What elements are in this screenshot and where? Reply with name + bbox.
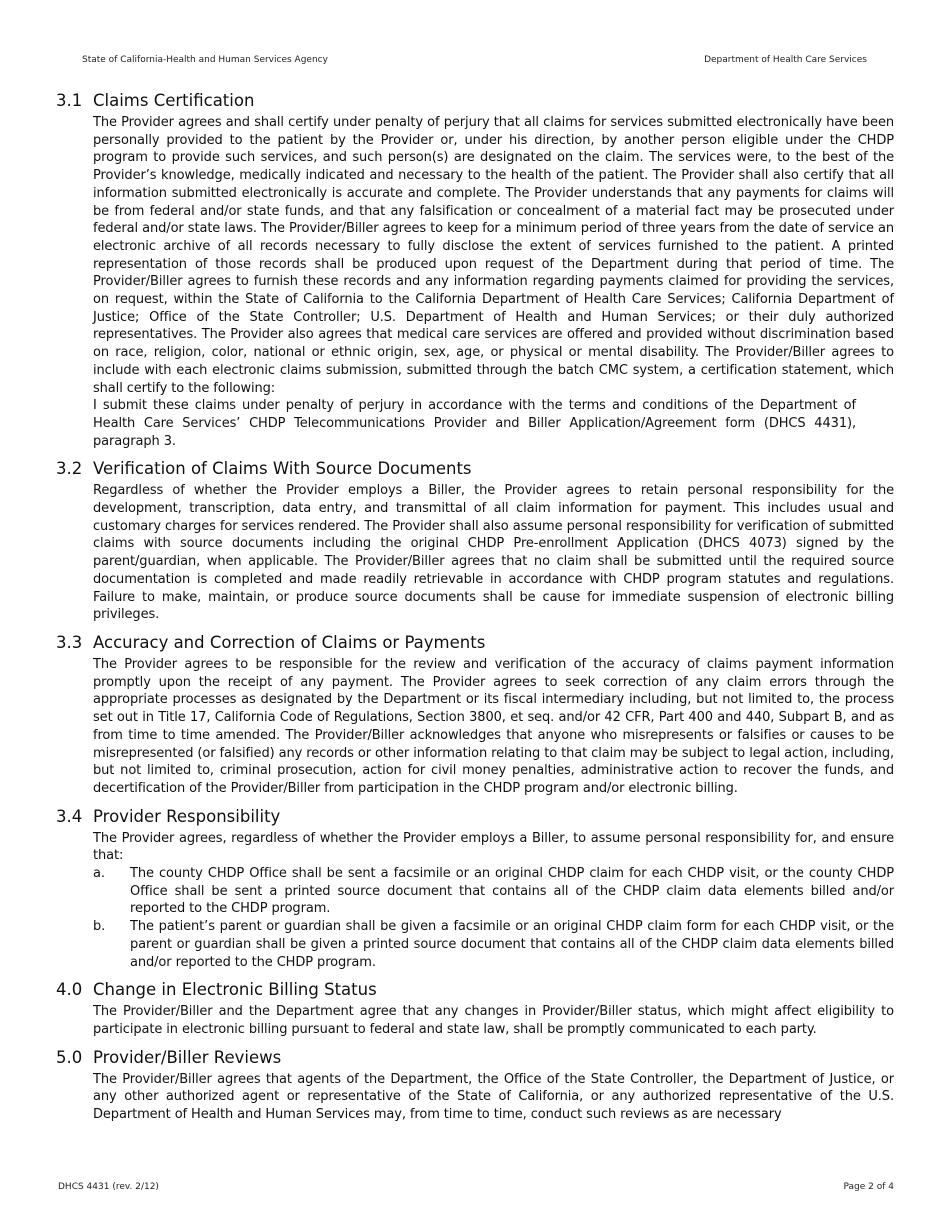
section-text: The Provider agrees, regardless of whether the Provider employs a Biller, to assume personal responsibility for, and ensure that:: [93, 830, 894, 864]
section-text: The Provider/Biller and the Department agree that any changes in Provider/Biller status, which might affect eligibility to participate in electronic billing pursuant to federal and state law, shall be promptly communicated to each party.: [93, 1004, 894, 1037]
section-number: 4.0: [56, 980, 83, 1000]
list-marker: a.: [93, 866, 105, 882]
header-agency: State of California-Health and Human Services Agency: [82, 55, 328, 65]
section-3-1: [56, 88, 894, 450]
section-title: Change in Electronic Billing Status: [93, 980, 377, 1000]
section-3-4: [56, 804, 894, 972]
section-title: Provider Responsibility: [93, 806, 281, 826]
section-number: 3.2: [56, 459, 83, 479]
section-heading: [56, 977, 894, 1003]
list-item-text: The county CHDP Office shall be sent a facsimile or an original CHDP claim for each CHDP visit, or the county CHDP Office shall be sent a printed source document that contains all of the CHDP claim data elements billed and/or reported to the CHDP program.: [130, 866, 894, 917]
section-text: The Provider agrees to be responsible for the review and verification of the accuracy of claims payment information promptly upon the receipt of any payment. The Provider agrees to seek correction of any claim errors through the appropriate processes as designated by the Department or its fiscal intermediary including, but not limited to, the process set out in Title 17, California Code of Regulations, Section 3800, et seq. and/or 42 CFR, Part 400 and 440, Subpart B, and as from time to time amended. The Provider/Biller acknowledges that anyone who misrepresents or falsifies or causes to be misrepresented (or falsified) any records or other information relating to that claim may be subject to legal action, including, but not limited to, criminal prosecution, action for civil money penalties, administrative action to recover the funds, and decertification of the Provider/Biller from participation in the CHDP program and/or electronic billing.: [93, 656, 894, 796]
form-number: DHCS 4431 (rev. 2/12): [58, 1182, 159, 1192]
section-4-0: [56, 977, 894, 1038]
section-number: 3.1: [56, 91, 83, 110]
list-item: [93, 865, 894, 918]
section-number: 5.0: [56, 1047, 83, 1067]
section-heading: [56, 456, 894, 482]
section-text: The Provider agrees and shall certify under penalty of perjury that all claims for services submitted electronically have been personally provided to the patient by the Provider or, under his direction, by another person eligible under the CHDP program to provide such services, and such person(s) are designated on the claim. The services were, to the best of the Provider’s knowledge, medically indicated and necessary to the health of the patient. The Provider shall also certify that all information submitted electronically is accurate and complete. The Provider understands that any payments for claims will be from federal and/or state funds, and that any falsification or concealment of a material fact may be prosecuted under federal and/or state laws. The Provider/Biller agrees to keep for a minimum period of three years from the date of service an electronic archive of all records necessary to fully disclose the extent of services furnished to the patient. A printed representation of those records shall be produced upon request of the Department during that period of time. The Provider/Biller agrees to furnish these records and any information regarding payments claimed for providing the services, on request, within the State of California to the California Department of Health Care Services; California Department of Justice; Office of the State Controller; U.S. Department of Health and Human Services; or their duly authorized representatives. The Provider also agrees that medical care services are offered and provided without discrimination based on race, religion, color, national or ethnic origin, sex, age, or physical or mental disability. The Provider/Biller agrees to include with each electronic claims submission, submitted through the batch CMC system, a certification statement, which shall certify to the following:: [93, 115, 894, 396]
section-title: Provider/Biller Reviews: [93, 1047, 282, 1067]
list-marker: b.: [93, 919, 106, 935]
list-item: [93, 918, 894, 971]
section-title: Accuracy and Correction of Claims or Payments: [93, 632, 486, 652]
section-5-0: [56, 1045, 894, 1124]
section-title: Claims Certification: [93, 91, 255, 110]
section-text: Regardless of whether the Provider employs a Biller, the Provider agrees to retain personal responsibility for the development, transcription, data entry, and transmittal of all claim information for payment. This includes usual and customary charges for services rendered. The Provider shall also assume personal responsibility for verification of submitted claims with source documents including the original CHDP Pre-enrollment Application (DHCS 4073) signed by the parent/guardian, when applicable. The Provider/Biller agrees that no claim shall be submitted until the required source documentation is completed and made readily retrievable in accordance with CHDP program statutes and regulations. Failure to make, maintain, or produce source documents shall be cause for immediate suspension of electronic billing privileges.: [93, 483, 894, 623]
section-heading: [56, 1045, 894, 1071]
section-heading: [56, 88, 894, 114]
section-number: 3.3: [56, 632, 83, 652]
list-item-text: The patient’s parent or guardian shall be given a facsimile or an original CHDP claim form for each CHDP visit, or the parent or guardian shall be given a printed source document that contains all of the CHDP claim data elements billed and/or reported to the CHDP program.: [130, 919, 894, 970]
section-text: The Provider/Biller agrees that agents of the Department, the Office of the State Controller, the Department of Justice, or any other authorized agent or representative of the State of California, or any authorized representative of the U.S. Department of Health and Human Services may, from time to time, conduct such reviews as are necessary: [93, 1071, 894, 1123]
responsibility-list: [93, 865, 894, 971]
section-number: 3.4: [56, 806, 83, 826]
document-body: [56, 88, 894, 1130]
section-heading: [56, 630, 894, 656]
certification-statement: I submit these claims under penalty of perjury in accordance with the terms and conditions of the Department of Health Care Services’ CHDP Telecommunications Provider and Biller Application/Agreement form (DHCS 4431), paragraph 3.: [93, 398, 856, 449]
page-number: Page 2 of 4: [843, 1182, 894, 1192]
section-3-3: [56, 630, 894, 798]
section-3-2: [56, 456, 894, 624]
section-title: Verification of Claims With Source Documents: [93, 459, 472, 479]
section-heading: [56, 804, 894, 830]
header-department: Department of Health Care Services: [704, 55, 867, 65]
